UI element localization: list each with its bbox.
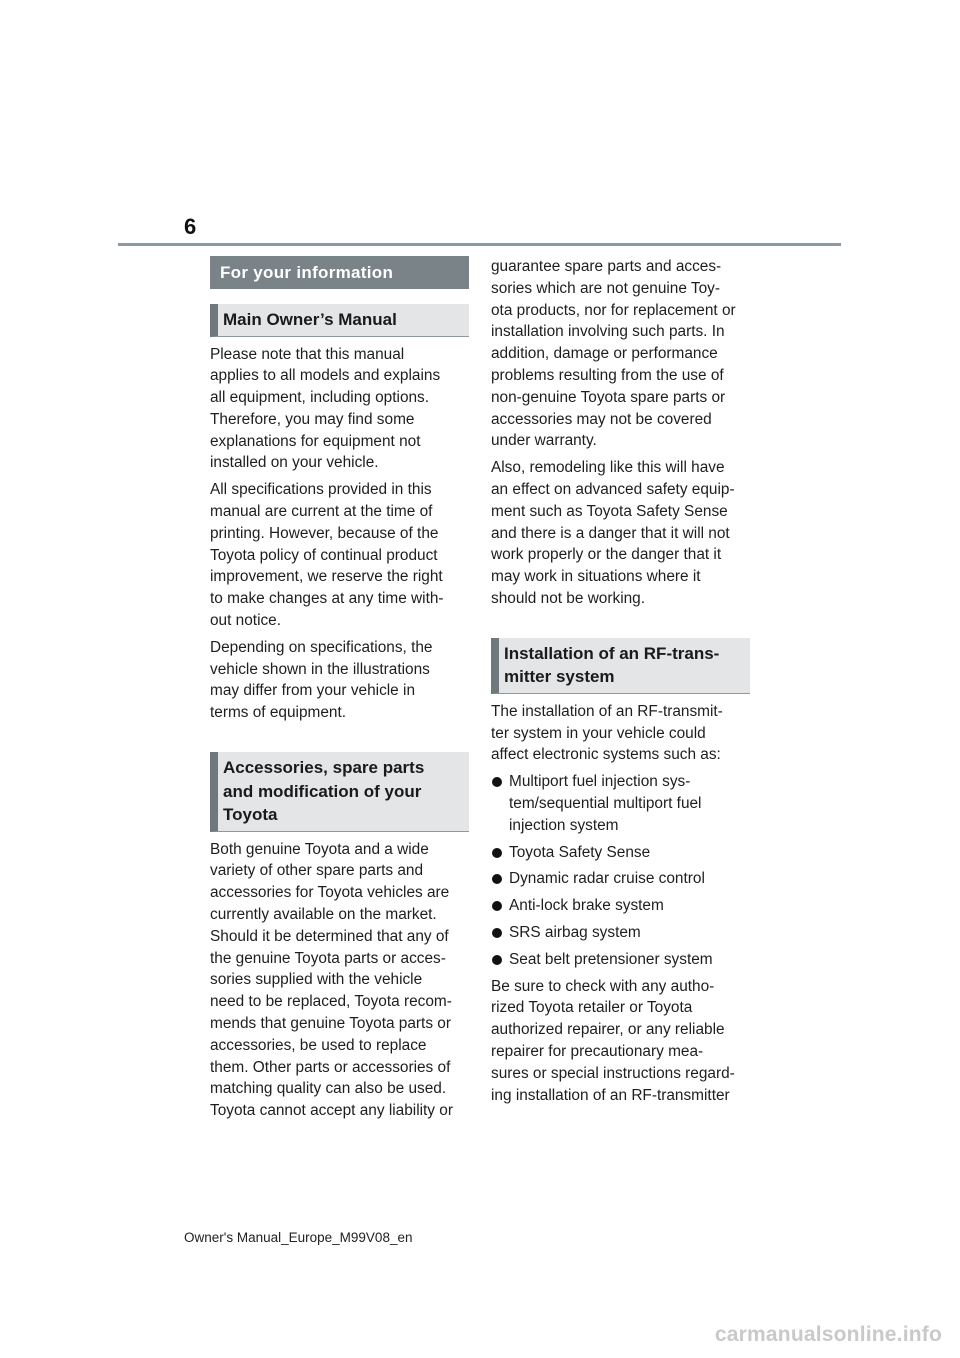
rf-intro-paragraph: The installation of an RF-transmit- ter system in your vehicle could affect electronic systems such as: bbox=[491, 702, 723, 764]
bullet-icon bbox=[492, 955, 502, 965]
accessories-paragraph: Both genuine Toyota and a wide variety of other spare parts and accessories for Toyota vehicles are currently available on the market. Should it be determined that any of the genuine Toyota parts or acces- sories supplied with the vehicle need to be replaced, Toyota recom- mends that genuine Toyota parts or accessories, be used to replace them. Other parts or accessories of matching quality can also be used. Toyota cannot accept any liability or bbox=[210, 840, 453, 1120]
continued-paragraph: guarantee spare parts and acces- sories which are not genuine Toy- ota products, nor for replacement or installation involving such parts. In addition, damage or performance problems resulting from the use of non-genuine Toyota spare parts or accessories may not be covered under warranty. bbox=[491, 258, 736, 450]
list-item: Dynamic radar cruise control bbox=[491, 868, 750, 890]
bullet-icon bbox=[492, 848, 502, 858]
right-column bbox=[491, 256, 750, 1111]
section-banner: For your information bbox=[210, 256, 469, 289]
accessories-heading: Accessories, spare parts and modification of your Toyota bbox=[210, 752, 469, 832]
remodeling-paragraph: Also, remodeling like this will have an effect on advanced safety equip- ment such as Toyota Safety Sense and there is a danger that it will not work properly or the danger that it may work in situations where it should not be working. bbox=[491, 459, 735, 607]
bullet-icon bbox=[492, 928, 502, 938]
main-manual-paragraph-1: Please note that this manual applies to all models and explains all equipment, including options. Therefore, you may find some explanations for equipment not installed on your vehicle. bbox=[210, 345, 441, 472]
watermark: carmanualsonline.info bbox=[714, 1323, 942, 1346]
bullet-icon bbox=[492, 777, 502, 787]
left-column bbox=[210, 256, 469, 1127]
page-number: 6 bbox=[184, 214, 197, 239]
list-item: Toyota Safety Sense bbox=[491, 842, 750, 864]
rf-transmitter-heading: Installation of an RF-trans- mitter system bbox=[491, 638, 750, 694]
list-item: Seat belt pretensioner system bbox=[491, 949, 750, 971]
header-rule bbox=[118, 243, 841, 246]
bullet-icon bbox=[492, 874, 502, 884]
main-manual-paragraph-2: All specifications provided in this manual are current at the time of printing. However, because of the Toyota policy of continual product improvement, we reserve the right to make changes at any time with- out notice. bbox=[210, 481, 444, 630]
list-item: SRS airbag system bbox=[491, 922, 750, 944]
list-item: Multiport fuel injection sys- tem/sequential multiport fuel injection system bbox=[491, 771, 750, 836]
bullet-icon bbox=[492, 901, 502, 911]
main-manual-heading: Main Owner’s Manual bbox=[210, 304, 469, 337]
rf-closing-paragraph: Be sure to check with any autho- rized Toyota retailer or Toyota authorized repairer, or any reliable repairer for precautionary mea- sures or special instructions regard- ing installation of an RF-transmitter bbox=[491, 977, 735, 1104]
list-item: Anti-lock brake system bbox=[491, 895, 750, 917]
footer-label: Owner's Manual_Europe_M99V08_en bbox=[184, 1230, 413, 1245]
main-manual-paragraph-3: Depending on specifications, the vehicle shown in the illustrations may differ from your vehicle in terms of equipment. bbox=[210, 638, 433, 722]
